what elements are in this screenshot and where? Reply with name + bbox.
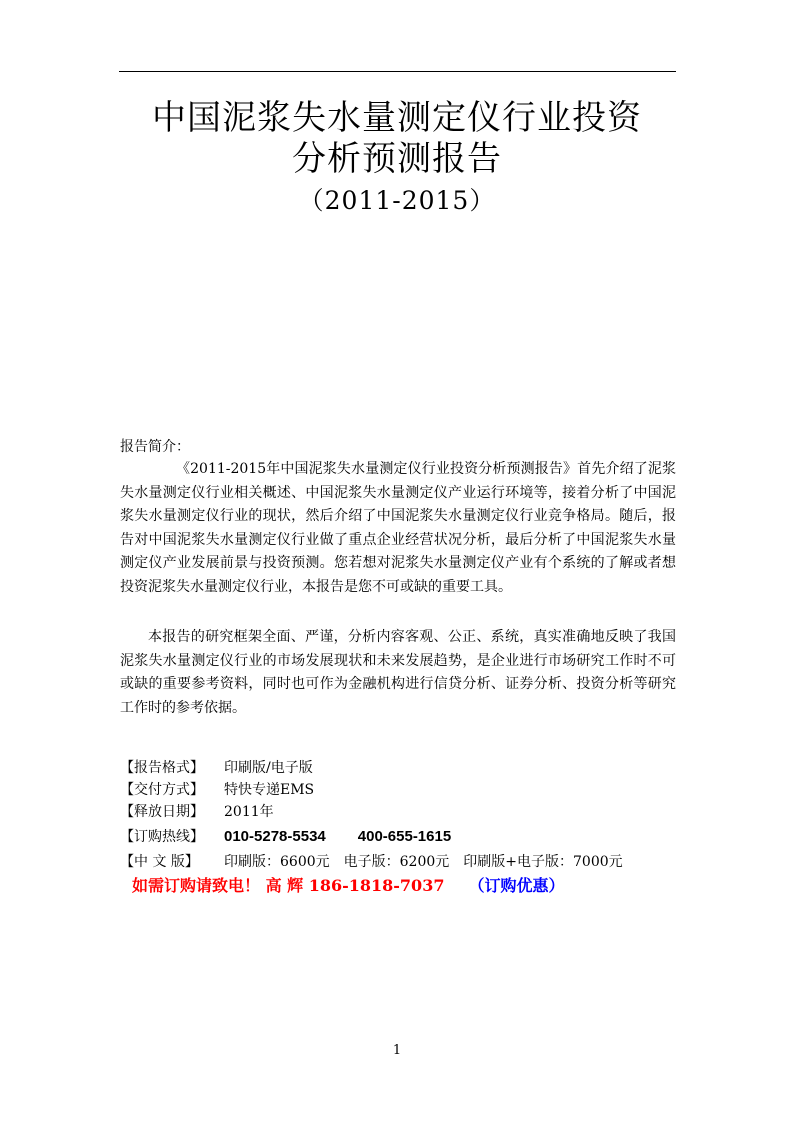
meta-delivery-label: 【交付方式】 bbox=[120, 782, 204, 798]
meta-format-value: 印刷版/电子版 bbox=[224, 760, 313, 776]
header-rule bbox=[119, 71, 676, 72]
meta-price-row bbox=[120, 851, 623, 873]
order-call-text: 如需订购请致电！ 高 辉 186-1818-7037 bbox=[132, 876, 445, 895]
meta-delivery-value: 特快专递EMS bbox=[224, 782, 315, 798]
meta-hotline-row bbox=[120, 826, 451, 848]
meta-format-row bbox=[120, 757, 313, 779]
hotline-number-2: 400-655-1615 bbox=[357, 828, 452, 845]
meta-format-label: 【报告格式】 bbox=[120, 760, 204, 776]
report-title-line2: 分析预测报告 bbox=[292, 139, 502, 179]
report-title-years: （2011-2015） bbox=[298, 186, 496, 215]
report-title-line1: 中国泥浆失水量测定仪行业投资 bbox=[152, 98, 642, 138]
page-number: 1 bbox=[392, 1043, 402, 1058]
intro-label: 报告简介： bbox=[120, 439, 190, 455]
meta-price-label: 【中 文 版】 bbox=[120, 854, 199, 870]
meta-delivery-row bbox=[120, 779, 314, 801]
price-print: 印刷版：6600元 bbox=[224, 854, 330, 870]
meta-release-row bbox=[120, 801, 274, 823]
order-promo-line bbox=[132, 874, 564, 898]
meta-hotline-label: 【订购热线】 bbox=[120, 829, 204, 845]
intro-paragraph-2: 本报告的研究框架全面、严谨，分析内容客观、公正、系统，真实准确地反映了我国泥浆失水量测定仪行业的市场发展现状和未来发展趋势，是企业进行市场研究工作时不可或缺的重要参考资料，同时也可作为金融机构进行信贷分析、证券分析、投资分析等研究工作时的参考依据。 bbox=[120, 629, 676, 716]
order-discount-text: （订购优惠） bbox=[468, 876, 565, 895]
meta-release-value: 2011年 bbox=[224, 804, 274, 820]
hotline-number-1: 010-5278-5534 bbox=[224, 828, 326, 845]
price-print-digital: 印刷版+电子版：7000元 bbox=[463, 854, 623, 870]
price-digital: 电子版：6200元 bbox=[343, 854, 450, 870]
intro-paragraph-1: 《2011-2015年中国泥浆失水量测定仪行业投资分析预测报告》首先介绍了泥浆失水量测定仪行业相关概述、中国泥浆失水量测定仪产业运行环境等，接着分析了中国泥浆失水量测定仪行业的现状，然后介绍了中国泥浆失水量测定仪行业竞争格局。随后，报告对中国泥浆失水量测定仪行业做了重点企业经营状况分析，最后分析了中国泥浆失水量测定仪产业发展前景与投资预测。您若想对泥浆失水量测定仪产业有个系统的了解或者想投资泥浆失水量测定仪行业，本报告是您不可或缺的重要工具。 bbox=[120, 461, 676, 595]
meta-release-label: 【释放日期】 bbox=[120, 804, 204, 820]
